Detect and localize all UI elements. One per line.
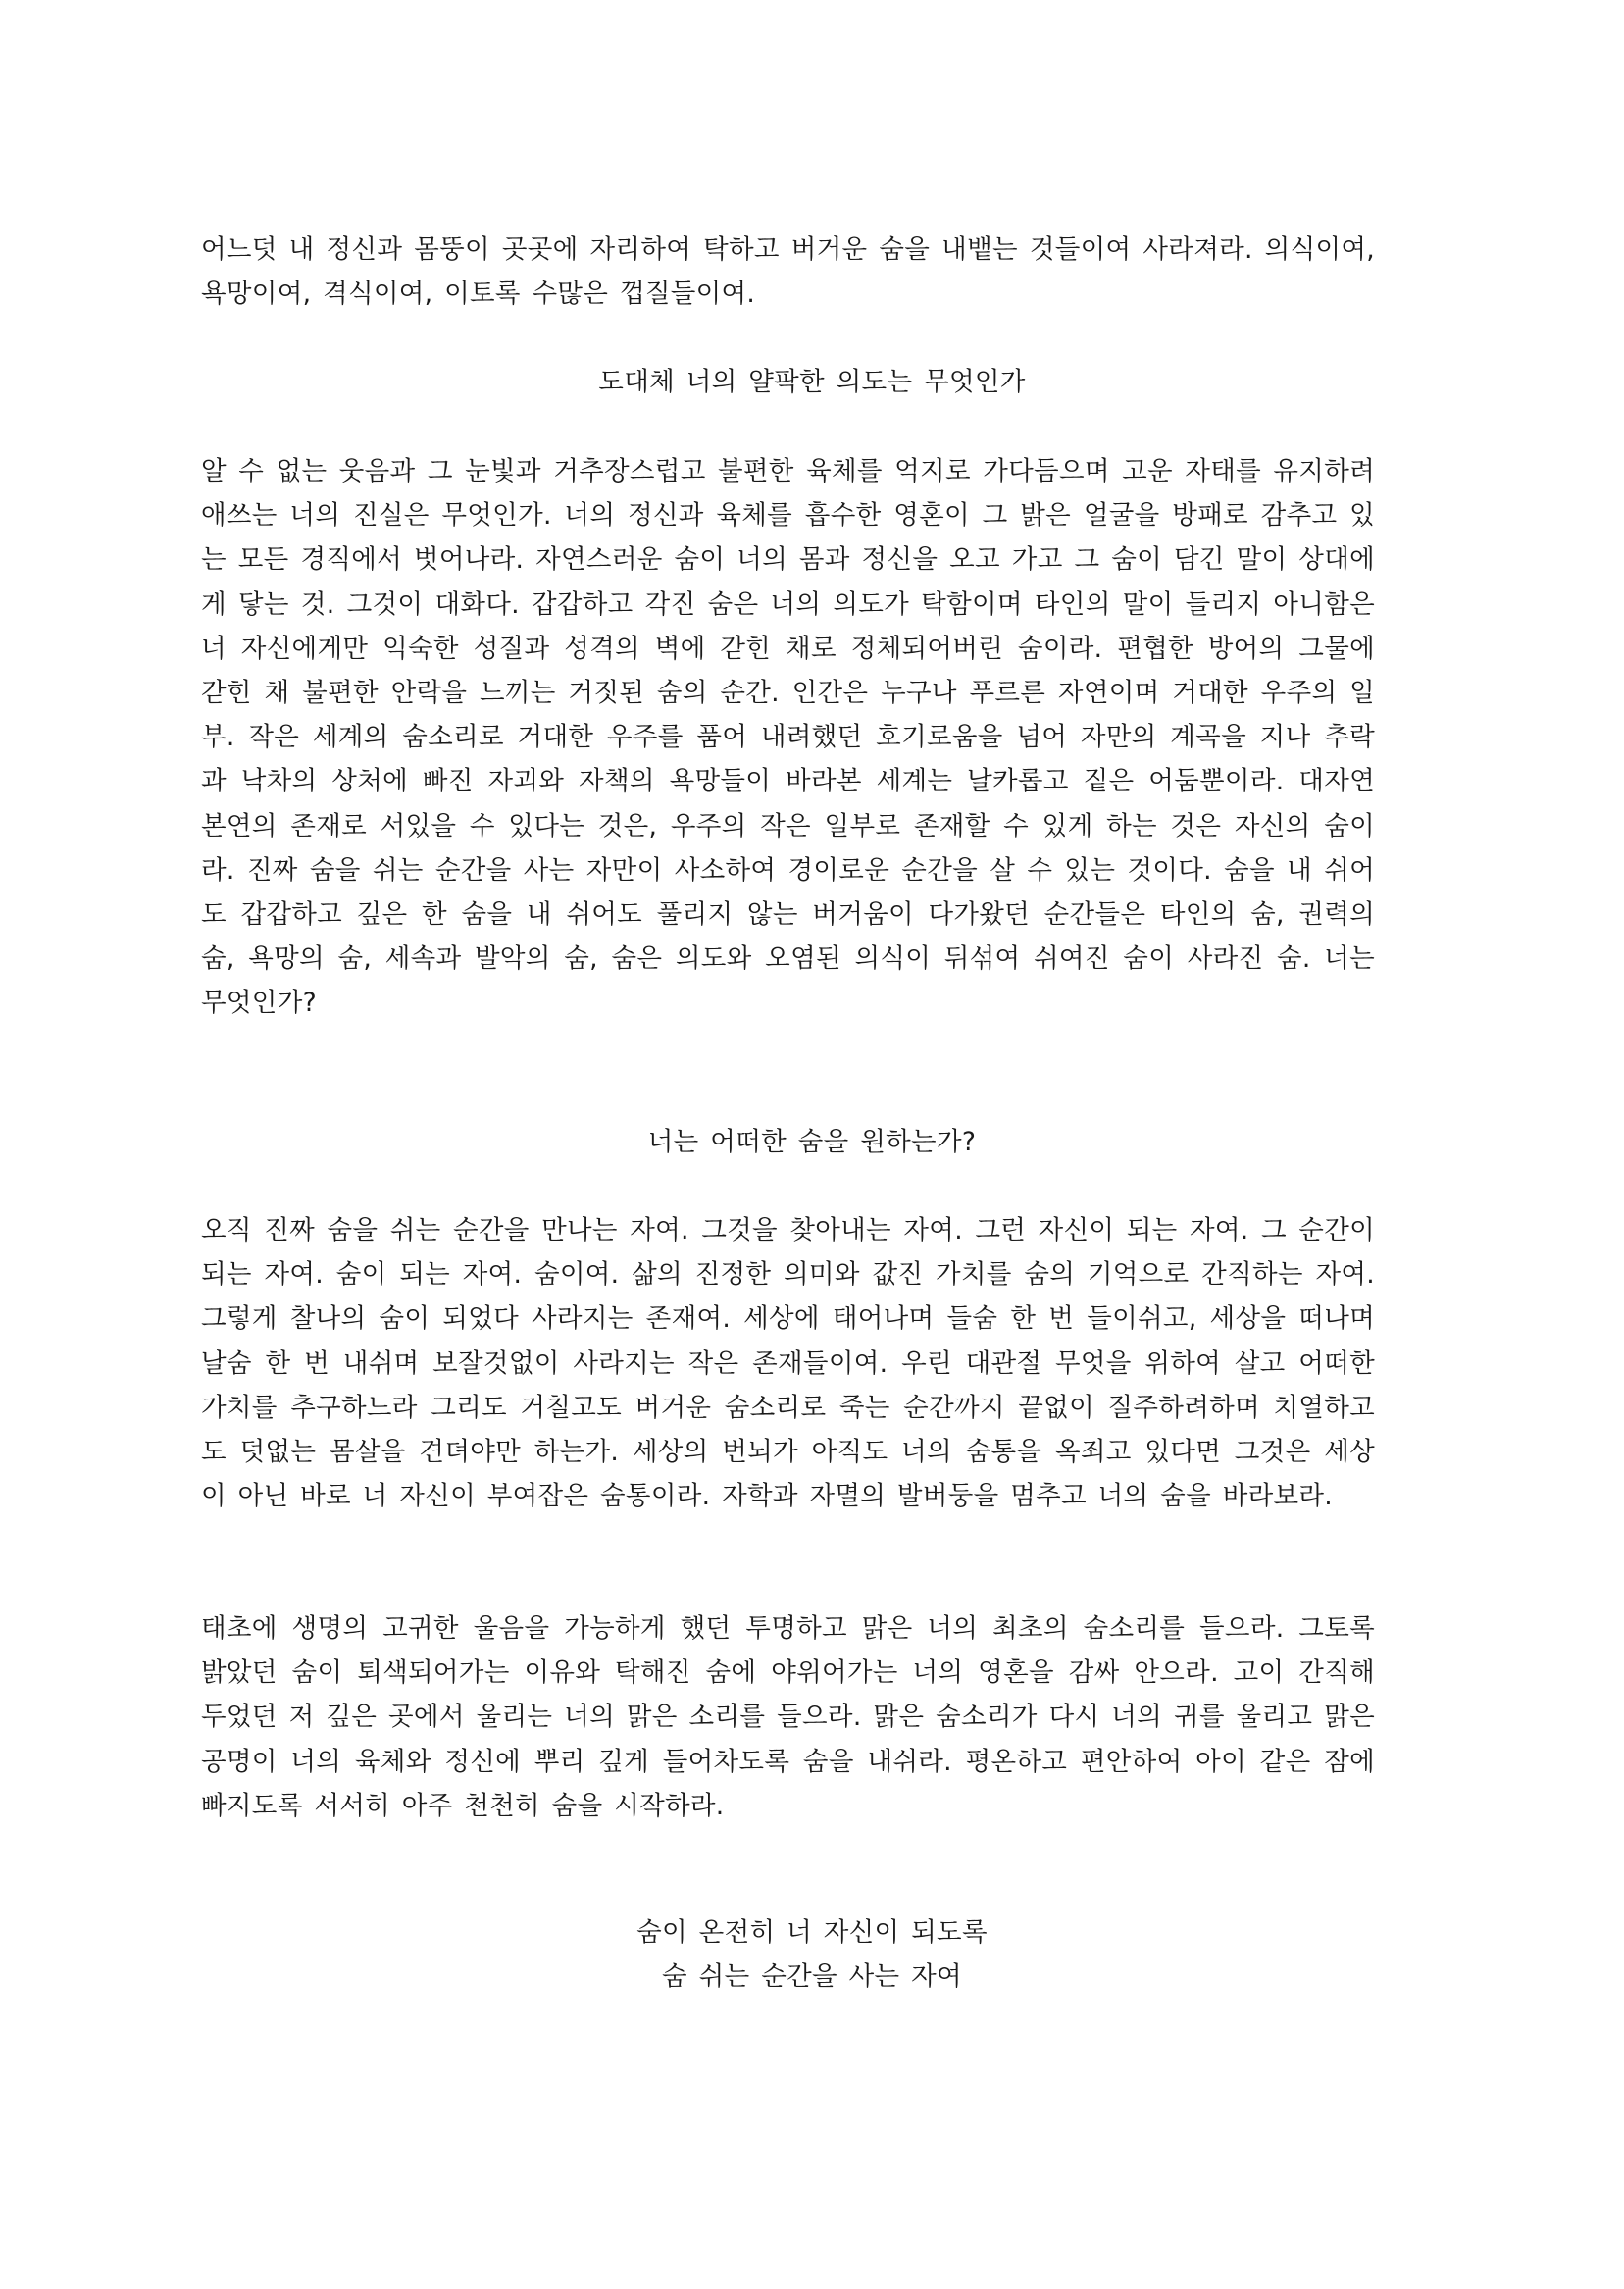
paragraph-3: 오직 진짜 숨을 쉬는 순간을 만나는 자여. 그것을 찾아내는 자여. 그런 자신이 되는 자여. 그 순간이 되는 자여. 숨이 되는 자여. 숨이여. 삶의 진정한 의미와 값진 가치를 숨의 기억으로 간직하는 자여. 그렇게 찰나의 숨이 되었다 사라지는 존재여. 세상에 태어나며 들숨 한 번 들이쉬고, 세상을 떠나며 날숨 한 번 내쉬며 보잘것없이 사라지는 작은 존재들이여. 우린 대관절 무엇을 위하여 살고 어떠한 가치를 추구하느라 그리도 거칠고도 버거운 숨소리로 죽는 순간까지 끝없이 질주하려하며 치열하고도 덧없는 몸살을 견뎌야만 하는가. 세상의 번뇌가 아직도 너의 숨통을 옥죄고 있다면 그것은 세상이 아닌 바로 너 자신이 부여잡은 숨통이라. 자학과 자멸의 발버둥을 멈추고 너의 숨을 바라보라. bbox=[201, 1215, 1375, 1512]
heading-2: 너는 어떠한 숨을 원하는가? bbox=[647, 1127, 977, 1157]
closing-line-2: 숨 쉬는 순간을 사는 자여 bbox=[662, 1961, 962, 1992]
heading-1: 도대체 너의 얄팍한 의도는 무엇인가 bbox=[598, 367, 1026, 397]
paragraph-2: 알 수 없는 웃음과 그 눈빛과 거추장스럽고 불편한 육체를 억지로 가다듬으며 고운 자태를 유지하려 애쓰는 너의 진실은 무엇인가. 너의 정신과 육체를 흡수한 영혼이 그 밝은 얼굴을 방패로 감추고 있는 모든 경직에서 벗어나라. 자연스러운 숨이 너의 몸과 정신을 오고 가고 그 숨이 담긴 말이 상대에게 닿는 것. 그것이 대화다. 갑갑하고 각진 숨은 너의 의도가 탁함이며 타인의 말이 들리지 아니함은 너 자신에게만 익숙한 성질과 성격의 벽에 갇힌 채로 정체되어버린 숨이라. 편협한 방어의 그물에 갇힌 채 불편한 안락을 느끼는 거짓된 숨의 순간. 인간은 누구나 푸르른 자연이며 거대한 우주의 일부. 작은 세계의 숨소리로 거대한 우주를 품어 내려했던 호기로움을 넘어 자만의 계곡을 지나 추락과 낙차의 상처에 빠진 자괴와 자책의 욕망들이 바라본 세계는 날카롭고 짙은 어둠뿐이라. 대자연 본연의 존재로 서있을 수 있다는 것은, 우주의 작은 일부로 존재할 수 있게 하는 것은 자신의 숨이라. 진짜 숨을 쉬는 순간을 사는 자만이 사소하여 경이로운 순간을 살 수 있는 것이다. 숨을 내 쉬어도 갑갑하고 깊은 한 숨을 내 쉬어도 풀리지 않는 버거움이 다가왔던 순간들은 타인의 숨, 권력의 숨, 욕망의 숨, 세속과 발악의 숨, 숨은 의도와 오염된 의식이 뒤섞여 쉬여진 숨이 사라진 숨. 너는 무엇인가? bbox=[201, 456, 1375, 1019]
closing-line-1: 숨이 온전히 너 자신이 되도록 bbox=[636, 1917, 988, 1948]
paragraph-4: 태초에 생명의 고귀한 울음을 가능하게 했던 투명하고 맑은 너의 최초의 숨소리를 들으라. 그토록 밝았던 숨이 퇴색되어가는 이유와 탁해진 숨에 야위어가는 너의 영혼을 감싸 안으라. 고이 간직해 두었던 저 깊은 곳에서 울리는 너의 맑은 소리를 들으라. 맑은 숨소리가 다시 너의 귀를 울리고 맑은 공명이 너의 육체와 정신에 뿌리 깊게 들어차도록 숨을 내쉬라. 평온하고 편안하여 아이 같은 잠에 빠지도록 서서히 아주 천천히 숨을 시작하라. bbox=[201, 1613, 1375, 1821]
paragraph-1: 어느덧 내 정신과 몸뚱이 곳곳에 자리하여 탁하고 버거운 숨을 내뱉는 것들이여 사라져라. 의식이여, 욕망이여, 격식이여, 이토록 수많은 껍질들이여. bbox=[201, 234, 1375, 310]
